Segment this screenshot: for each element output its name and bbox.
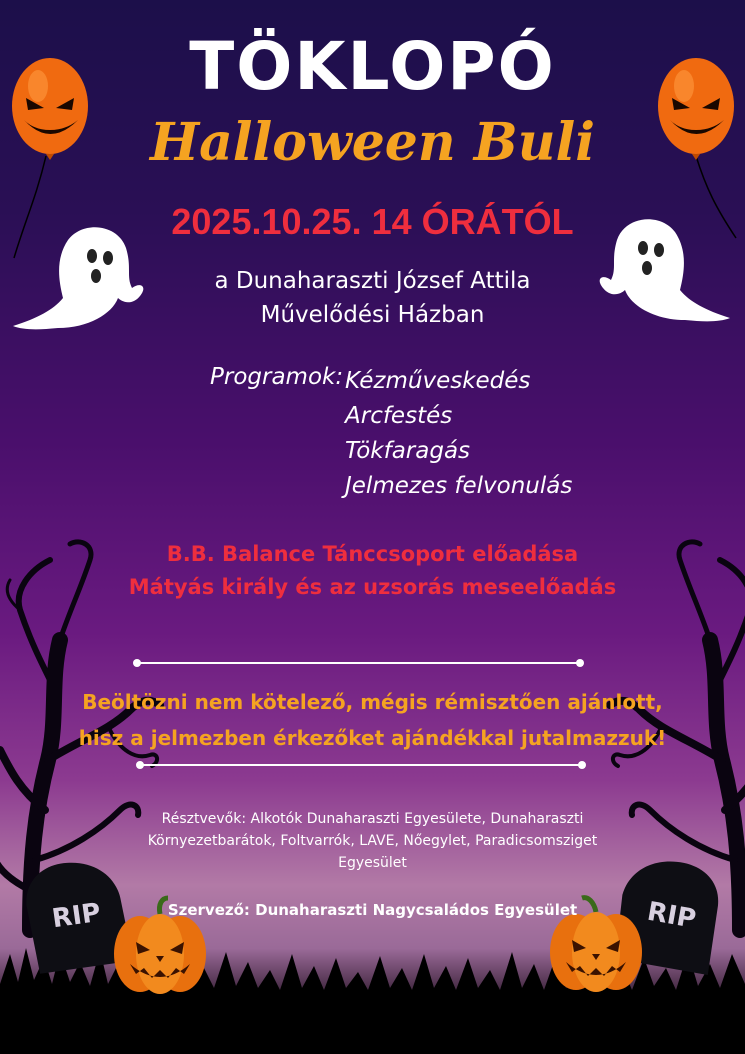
programs-label: Programok: xyxy=(210,364,344,390)
poster-subtitle: Halloween Buli xyxy=(149,112,596,173)
divider-dot xyxy=(136,761,144,769)
program-item: Jelmezes felvonulás xyxy=(345,473,573,499)
event-date-time: 2025.10.25. 14 ÓRÁTÓL xyxy=(171,201,574,242)
gravestone-text-right: RIP xyxy=(644,896,699,935)
venue xyxy=(0,264,745,332)
gravestone-text-left: RIP xyxy=(50,897,103,935)
participants xyxy=(120,808,625,874)
divider-dot xyxy=(576,659,584,667)
poster-title: TÖKLOPÓ xyxy=(189,28,556,105)
program-item: Kézműveskedés xyxy=(345,368,531,394)
divider-bottom xyxy=(142,764,582,766)
costume-notice xyxy=(0,684,745,756)
costume-line-2: hisz a jelmezben érkezőket ajándékkal jutalmazzuk! xyxy=(78,726,667,750)
performances xyxy=(0,538,745,604)
participants-line-3: Egyesület xyxy=(338,855,407,871)
divider-dot xyxy=(133,659,141,667)
venue-line-1: a Dunaharaszti József Attila xyxy=(214,268,531,294)
divider-top xyxy=(140,662,580,664)
venue-line-2: Művelődési Házban xyxy=(260,302,485,328)
participants-line-2: Környezetbarátok, Foltvarrók, LAVE, Nőegylet, Paradicsomsziget xyxy=(147,833,598,849)
program-item: Tökfaragás xyxy=(345,438,471,464)
program-item: Arcfestés xyxy=(345,403,453,429)
performance-line-2: Mátyás király és az uzsorás meseelőadás xyxy=(128,575,617,599)
participants-line-1: Résztvevők: Alkotók Dunaharaszti Egyesülete, Dunaharaszti xyxy=(161,811,584,827)
programs-list xyxy=(345,364,572,504)
organizer: Szervező: Dunaharaszti Nagycsaládos Egyesület xyxy=(167,901,578,919)
performance-line-1: B.B. Balance Tánccsoport előadása xyxy=(166,542,579,566)
costume-line-1: Beöltözni nem kötelező, mégis rémisztően ajánlott, xyxy=(82,690,663,714)
divider-dot xyxy=(578,761,586,769)
